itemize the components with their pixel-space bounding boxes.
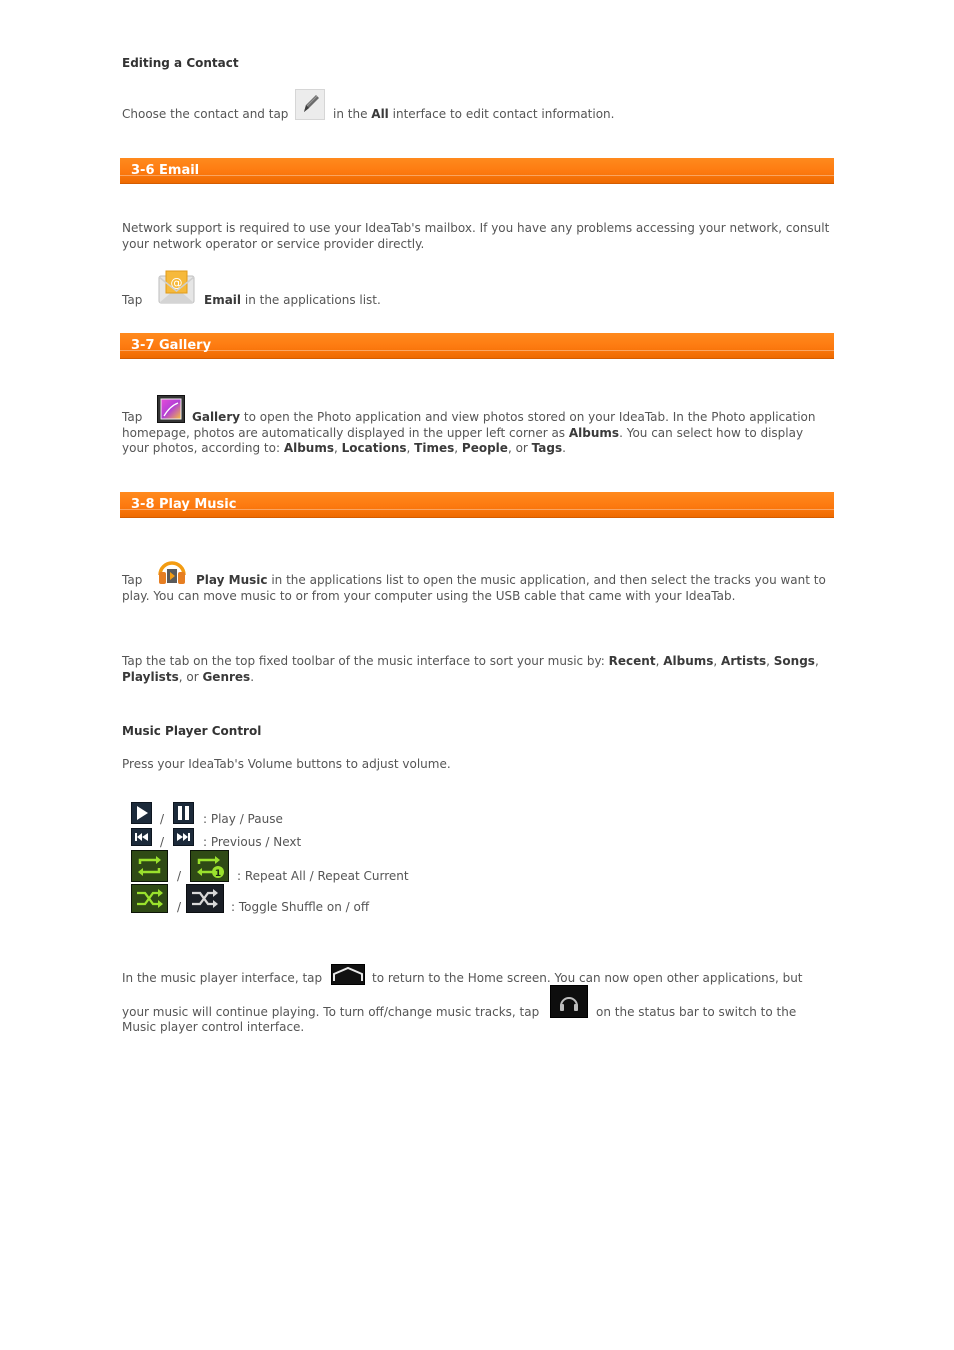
home-text-4: on the status bar to switch to the (596, 1005, 797, 1019)
slash: / (177, 869, 182, 883)
previous-next-label: : Previous / Next (203, 835, 302, 849)
section-title: 3-7 Gallery (131, 338, 212, 353)
slash: / (160, 812, 165, 826)
pencil-icon (295, 89, 325, 120)
editing-contact-text-cont: in the All interface to edit contact information. (333, 107, 615, 121)
slash: / (177, 900, 182, 914)
status-bar-headphones-icon (550, 985, 588, 1018)
home-text-1: In the music player interface, tap (122, 971, 323, 985)
pause-icon (173, 802, 194, 824)
section-title: 3-8 Play Music (131, 497, 237, 512)
email-network-paragraph: Network support is required to use your IdeaTab's mailbox. If you have any problems accessing your network, consult your network operator or service provider directly. (122, 221, 830, 251)
home-text-5: Music player control interface. (122, 1020, 305, 1034)
home-text-2: to return to the Home screen. You can now open other applications, but (372, 971, 803, 985)
shuffle-on-icon (131, 884, 168, 913)
music-tap-label: Tap (122, 573, 143, 587)
svg-text:1: 1 (214, 869, 222, 879)
slash: / (160, 835, 165, 849)
email-tap-label: Tap (122, 293, 143, 307)
music-control-heading: Music Player Control (122, 724, 262, 738)
gallery-paragraph: Gallery to open the Photo application and view photos stored on your IdeaTab. In the Photo application homepage, photos are automatically displayed in the upper left corner as Albums. You can select how to display your photos, according to: Albums, Locations, Times, People, or Tags. (122, 410, 816, 455)
section-title: 3-6 Email (131, 163, 200, 178)
play-icon (131, 802, 152, 824)
repeat-label: : Repeat All / Repeat Current (237, 869, 409, 883)
home-text-3: your music will continue playing. To turn off/change music tracks, tap (122, 1005, 540, 1019)
section-header-music (120, 492, 834, 518)
gallery-tap-label: Tap (122, 410, 143, 424)
shuffle-label: : Toggle Shuffle on / off (231, 900, 370, 914)
music-sort-paragraph: Tap the tab on the top fixed toolbar of the music interface to sort your music by: Recent, Albums, Artists, Songs, Playlists, or Genres. (122, 654, 819, 684)
email-envelope-icon (158, 268, 195, 305)
editing-contact-text: Choose the contact and tap (122, 107, 289, 121)
editing-contact-heading: Editing a Contact (122, 56, 239, 70)
email-tap-text: Email in the applications list. (204, 293, 381, 307)
repeat-all-icon (131, 850, 168, 882)
section-header-gallery (120, 333, 834, 359)
repeat-current-icon (190, 850, 229, 882)
home-icon (331, 964, 365, 985)
previous-icon (131, 828, 152, 846)
next-icon (173, 828, 194, 846)
svg-text:@: @ (170, 276, 183, 290)
shuffle-off-icon (186, 884, 224, 913)
music-volume-text: Press your IdeaTab's Volume buttons to adjust volume. (122, 757, 451, 771)
music-paragraph: Play Music in the applications list to open the music application, and then select the tracks you want to play. You can move music to or from your computer using the USB cable that came with your IdeaTab. (122, 573, 826, 603)
section-header-email (120, 158, 834, 184)
play-pause-label: : Play / Pause (203, 812, 283, 826)
